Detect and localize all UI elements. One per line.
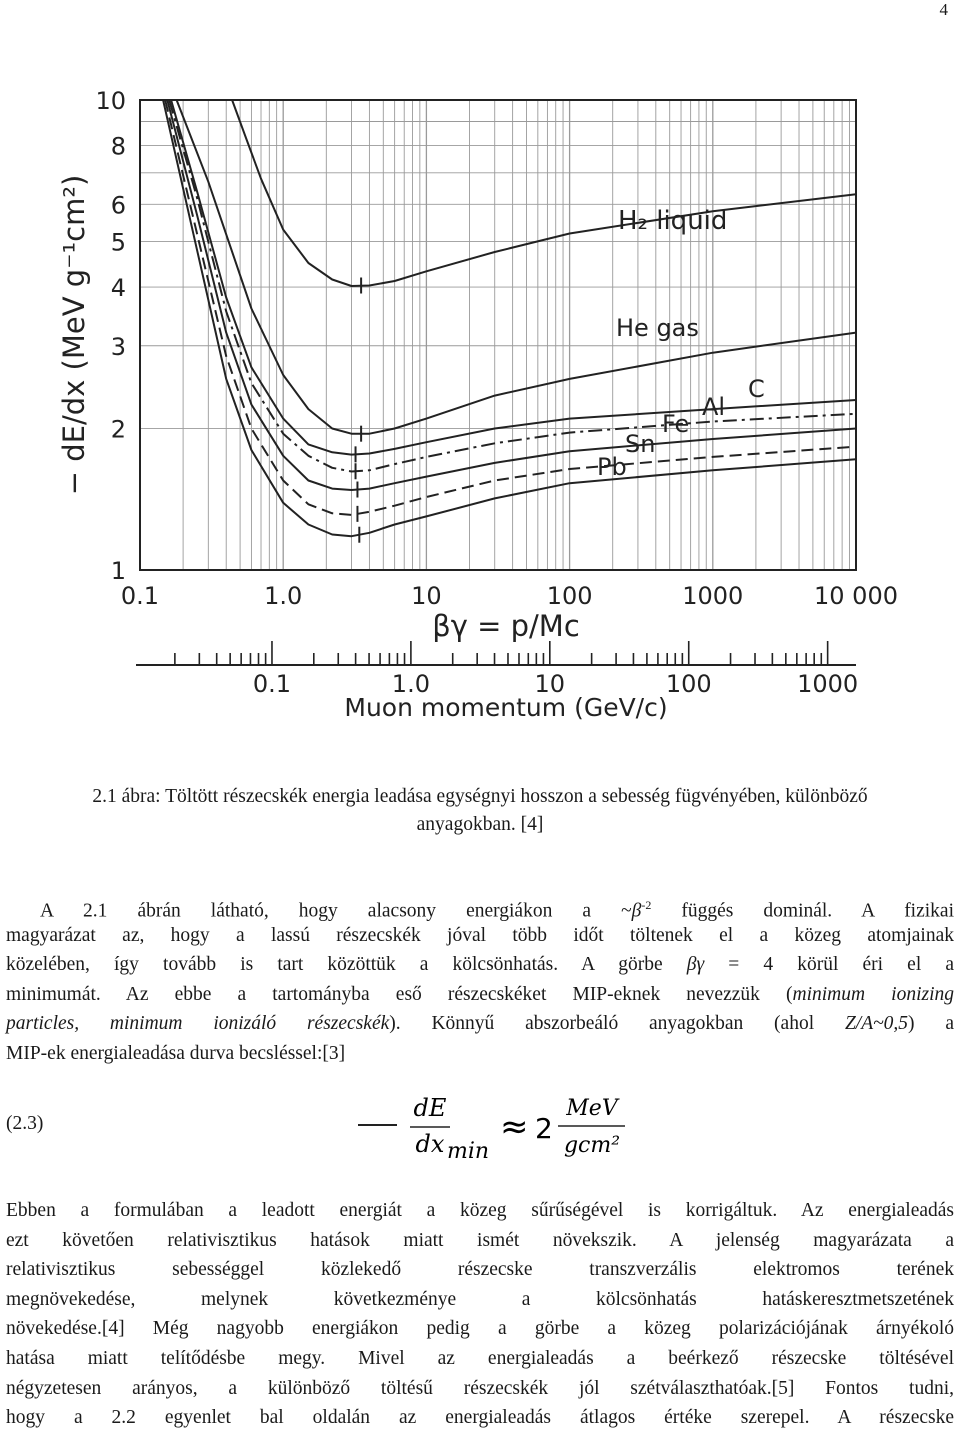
x-tick-label: 10 [411,582,442,610]
para2-line-5: növekedése.[4] Még nagyobb energiákon pedig a görbe a közeg polarizációjának árnyékoló [6,1318,954,1340]
equation-2-3 [0,1096,960,1176]
para1-line-3: közelében, így tovább is tart közöttük a kölcsönhatás. A görbe βγ = 4 körül éri el a [6,954,954,976]
equation-label: (2.3) [6,1113,44,1134]
caption-line-2: anyagokban. [4] [416,814,544,835]
y-tick-label: 2 [110,415,126,444]
para2-line-3: relativisztikus sebességgel közlekedő részecske transzverzális elektromos terének [6,1259,954,1281]
para2-line-8: hogy a 2.2 egyenlet bal oldalán az energialeadás átlagos értéke szerepel. A részecske [6,1407,954,1429]
chart-curves [163,100,856,536]
para2-line-2: ezt követően relativisztikus hatások miatt ismét növekszik. A jelenség magyarázata a [6,1229,954,1251]
para1-line-2: magyarázat az, hogy a lassú részecskék jóval több időt töltenek el a közeg atomjainak [6,924,954,946]
x-axis-label: βγ = p/Mc [432,609,580,643]
paragraph-2 [6,1196,954,1433]
muon-axis-ticks [175,641,828,665]
x-tick-label: 10 000 [814,582,898,610]
unit-numerator: MeV [566,1096,618,1121]
series-line-4 [167,100,856,490]
eq-factor: 2 [535,1112,553,1145]
page-number: 4 [939,0,948,19]
minimum-markers [356,278,362,543]
equation-formula [0,1096,960,1176]
para2-line-4: megnövekedése, melynek következménye a kölcsönhatás hatáskeresztmetszetének [6,1288,954,1310]
para1-line-5: particles, minimum ionizáló részecskék). Könnyű abszorbeáló anyagokban (ahol Z/A~0,5) a [6,1013,955,1035]
series-label: C [748,375,765,403]
para1-line-4: minimumát. Az ebbe a tartományba eső részecskéket MIP-eknek nevezzük (minimum ionizing [6,983,954,1005]
frac-denominator: dx [415,1130,445,1158]
caption-line-1: 2.1 ábra: Töltött részecskék energia leadása egységnyi hosszon a sebesség fügvényében, különböző [92,786,868,807]
series-label: Fe [662,410,690,438]
series-label: H₂ liquid [618,206,728,236]
x-tick-label: 1000 [682,582,744,610]
x-tick-label: 100 [546,582,593,610]
series-line-5 [165,100,856,515]
y-tick-label: 3 [110,332,126,361]
y-tick-label: 4 [110,274,126,303]
muon-tick-label: 10 [534,670,566,698]
x-tick-labels [121,582,898,610]
y-tick-label: 6 [110,191,126,220]
para2-line-6: hatása miatt telítődésbe megy. Mivel az energialeadás a beérkező részecske töltésével [6,1347,954,1369]
approx-sign: ≈ [500,1107,529,1147]
series-line-6 [163,100,856,536]
frac-subscript: min [447,1139,490,1164]
series-label: Pb [597,453,627,481]
para2-line-1: Ebben a formulában a leadott energiát a közeg sűrűségével is korrigáltuk. Az energialeadás [6,1200,954,1221]
x-tick-label: 1.0 [264,582,303,610]
y-tick-label: 5 [110,228,126,257]
muon-tick-label: 0.1 [252,670,292,698]
series-label: Sn [625,430,656,458]
muon-tick-label: 1.0 [391,670,430,698]
y-axis-label: − dE/dx (MeV g⁻¹cm²) [57,174,91,496]
y-tick-label: 8 [110,132,126,161]
muon-tick-label: 100 [665,670,712,698]
series-label: He gas [616,314,699,342]
muon-momentum-axis [136,641,858,722]
figure-caption [0,783,960,839]
muon-axis-label: Muon momentum (GeV/c) [344,693,668,722]
plot-frame [140,100,856,570]
series-label: Al [702,393,726,421]
y-tick-label: 1 [110,557,126,585]
series-line-0 [232,100,856,286]
plot-frame-group [57,87,898,643]
frac-numerator: dE [413,1096,447,1122]
unit-denominator: gcm² [563,1133,621,1158]
y-tick-label: 10 [95,87,126,115]
para1-line-6: MIP-ek energialeadása durva becsléssel:[3] [6,1042,346,1064]
muon-tick-label: 1000 [797,670,859,698]
y-tick-labels [95,87,126,585]
para2-line-7: négyzetesen arányos, a különböző töltésű részecskék jól szétválaszthatóak.[5] Fontos tudni, [6,1377,954,1399]
x-tick-label: 0.1 [120,582,160,610]
paragraph-1 [6,891,954,1069]
chart-grid [140,100,856,570]
para1-line-1: A 2.1 ábrán látható, hogy alacsony energiákon a $\sim\beta^{-2}$ függés dominál. A fizikai [40,898,954,922]
